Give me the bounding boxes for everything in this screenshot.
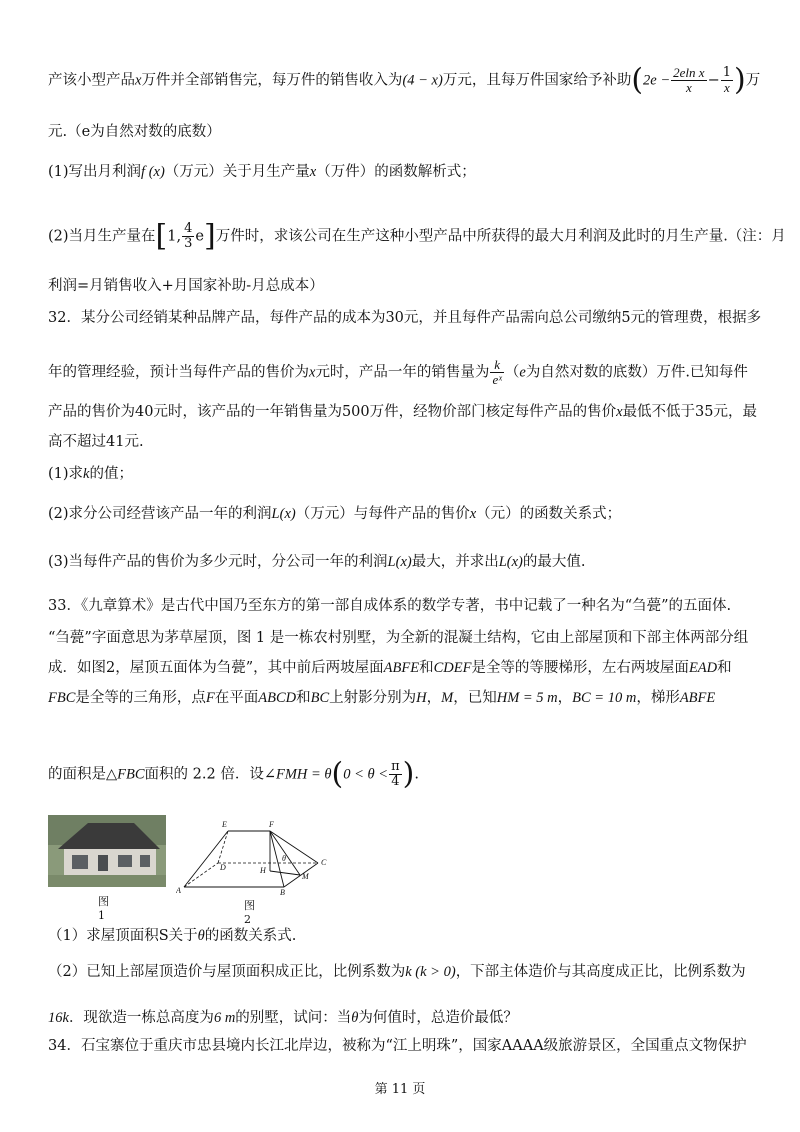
math-expr: EAD xyxy=(688,660,718,676)
text-fragment: (2)当月生产量在 xyxy=(48,228,156,245)
fraction-denominator: x xyxy=(723,80,730,95)
fraction xyxy=(490,358,503,387)
text-line-4 xyxy=(48,218,786,254)
text-line-16 xyxy=(48,688,715,708)
text-fragment: ，梯形 xyxy=(636,690,680,706)
math-expr: f (x) xyxy=(141,164,165,180)
text-fragment: （万元）关于月生产量 xyxy=(164,164,310,180)
label-D: D xyxy=(220,863,226,872)
fraction-denominator: 3 xyxy=(184,236,193,251)
text-fragment: 在平面 xyxy=(214,690,259,706)
math-expr: ABFE xyxy=(383,660,420,676)
math-op: − xyxy=(707,72,720,89)
bracket-left: [ xyxy=(155,218,168,254)
text-line-8 xyxy=(48,402,757,422)
math-var: F xyxy=(205,690,215,706)
text-line-11 xyxy=(48,504,621,524)
label-M: M xyxy=(302,872,309,881)
label-C: C xyxy=(321,858,327,867)
text-fragment: 最低不低于35元，最 xyxy=(622,404,758,420)
house-photo xyxy=(48,815,166,887)
math-var: S xyxy=(158,928,169,944)
math-expr: k (k > 0) xyxy=(405,964,456,980)
math-expr: 16k xyxy=(48,1010,69,1026)
math-expr: 6 m xyxy=(213,1010,236,1026)
text-fragment: 和 xyxy=(419,660,434,676)
text-line-7 xyxy=(48,358,748,387)
math-expr: BC xyxy=(310,690,330,706)
math-expr: CDEF xyxy=(433,660,472,676)
label-A: A xyxy=(176,886,181,895)
text-fragment: 是全等的三角形，点 xyxy=(75,690,206,706)
edge-AE xyxy=(184,831,228,887)
text-fragment: . xyxy=(414,766,419,783)
label-E: E xyxy=(222,820,227,829)
math-var: θ xyxy=(197,928,205,944)
text-line-12 xyxy=(48,552,586,572)
fraction-numerator: 2eln x xyxy=(673,65,705,80)
label-B: B xyxy=(280,888,285,895)
text-fragment: 的面积是 xyxy=(48,766,106,783)
math-var: θ xyxy=(351,1010,359,1026)
math-expr: △FBC xyxy=(106,766,145,783)
math-var: x xyxy=(309,364,316,381)
text-fragment: (1)求 xyxy=(48,466,84,482)
math-var: M xyxy=(441,690,454,706)
text-line-6: 32．某分公司经销某种品牌产品，每件产品的成本为30元，并且每件产品需向总公司缴纳5元的管理费，根据多 xyxy=(48,310,762,326)
fraction-numerator: 4 xyxy=(184,221,193,236)
text-line-5: 利润=月销售收入+月国家补助-月总成本） xyxy=(48,278,324,294)
figure-2-caption: 图 2 xyxy=(244,899,255,926)
fraction xyxy=(721,66,733,95)
paren-left: ( xyxy=(331,756,344,792)
text-fragment: 年的管理经验，预计当每件产品的售价为 xyxy=(48,364,309,381)
text-fragment: ， xyxy=(426,690,442,706)
text-fragment: （元）的函数关系式； xyxy=(476,506,622,522)
text-fragment: （万元）与每件产品的售价 xyxy=(295,506,470,522)
text-line-1 xyxy=(48,62,761,98)
math-var: k xyxy=(83,466,90,482)
text-line-2: 元.（e为自然对数的底数） xyxy=(48,124,221,140)
math-expr: 1, xyxy=(167,228,182,245)
text-fragment: 的最大值. xyxy=(522,554,586,570)
text-fragment: 的函数关系式. xyxy=(204,928,297,944)
text-line-9: 高不超过41元. xyxy=(48,434,144,450)
text-fragment: （ xyxy=(504,364,520,381)
math-var: e xyxy=(519,364,526,381)
paren-left: ( xyxy=(631,62,644,98)
math-expr: FBC xyxy=(48,690,76,706)
text-line-21: 34．石宝寨位于重庆市忠县境内长江北岸边，被称为“江上明珠”，国家AAAA级旅游景区，全国重点文物保护 xyxy=(48,1038,747,1054)
paren-right: ) xyxy=(402,756,415,792)
text-line-15 xyxy=(48,658,732,678)
fraction xyxy=(182,222,194,251)
text-fragment: 产该小型产品 xyxy=(48,72,135,89)
text-fragment: ．现欲造一栋总高度为 xyxy=(68,1010,214,1026)
math-var: x xyxy=(469,506,477,522)
text-fragment: (3)当每件产品的售价为多少元时，分公司一年的利润 xyxy=(48,554,388,570)
label-F: F xyxy=(269,820,274,829)
math-expr: ∠FMH = θ xyxy=(263,766,332,783)
text-fragment: (2)求分公司经营该产品一年的利润 xyxy=(48,506,272,522)
math-expr: L(x) xyxy=(387,554,412,570)
math-var: x xyxy=(135,72,142,89)
math-var: H xyxy=(416,690,427,706)
math-expr: 2e − xyxy=(643,72,671,89)
text-fragment: ，下部主体造价与其高度成正比，比例系数为 xyxy=(455,964,746,980)
fraction xyxy=(389,760,402,789)
fraction-numerator: 1 xyxy=(722,65,731,80)
math-expr: 0 < θ < xyxy=(343,766,389,783)
edge-HM xyxy=(270,871,300,875)
page-number: 第 11 页 xyxy=(374,1082,426,1097)
math-expr: BC = 10 m xyxy=(572,690,637,706)
edge-BC xyxy=(284,863,318,887)
text-fragment: 元时，产品一年的销售量为 xyxy=(315,364,490,381)
edge-AD xyxy=(184,863,218,887)
math-var: x xyxy=(309,164,317,180)
fraction-numerator: π xyxy=(391,759,400,774)
bracket-right: ] xyxy=(203,218,216,254)
label-theta: θ xyxy=(282,854,286,863)
figure-1-caption: 图 1 xyxy=(98,895,109,922)
fraction-denominator: eˣ xyxy=(492,372,502,387)
paren-right: ) xyxy=(734,62,746,98)
text-fragment: 产品的售价为40元时，该产品的一年销售量为500万件，经物价部门核定每件产品的售价 xyxy=(48,404,617,420)
text-line-10 xyxy=(48,464,133,484)
fraction-denominator: 4 xyxy=(391,774,400,789)
label-H: H xyxy=(260,866,266,875)
text-fragment: (1)写出月利润 xyxy=(48,164,142,180)
math-var: x xyxy=(616,404,623,420)
text-line-18 xyxy=(48,926,296,946)
text-fragment: 为自然对数的底数）万件.已知每件 xyxy=(525,364,748,381)
house-photo-illustration xyxy=(48,815,166,887)
text-fragment: 万元，且每万件国家给予补助 xyxy=(442,72,632,89)
text-fragment: ，已知 xyxy=(453,690,497,706)
fraction-numerator: k xyxy=(490,358,503,373)
text-fragment: （2）已知上部屋顶造价与屋顶面积成正比，比例系数为 xyxy=(48,964,406,980)
math-expr: ABCD xyxy=(258,690,297,706)
math-expr: L(x) xyxy=(271,506,296,522)
text-line-17 xyxy=(48,756,419,792)
text-fragment: 是全等的等腰梯形，左右两坡屋面 xyxy=(471,660,689,676)
text-line-14: “刍甍”字面意思为茅草屋顶，图 1 是一栋农村别墅，为全新的混凝土结构，它由上部屋顶和下部主体两部分组 xyxy=(48,630,749,646)
text-fragment: 面积的 2.2 倍．设 xyxy=(144,766,264,783)
text-fragment: 的别墅，试问：当 xyxy=(235,1010,352,1026)
math-expr: ABFE xyxy=(679,690,716,706)
fraction xyxy=(671,66,706,95)
text-fragment: （万件）的函数解析式； xyxy=(316,164,476,180)
math-expr: HM = 5 m xyxy=(496,690,558,706)
math-var: e xyxy=(195,228,204,245)
text-fragment: 最大，并求出 xyxy=(411,554,499,570)
text-fragment: ， xyxy=(557,690,573,706)
text-fragment: 万 xyxy=(745,72,761,89)
text-fragment: 关于 xyxy=(168,928,198,944)
text-fragment: 万件时，求该公司在生产这种小型产品中所获得的最大月利润及此时的月生产量.（注：月 xyxy=(215,228,786,245)
text-fragment: 成．如图2，屋顶五面体为刍甍”，其中前后两坡屋面 xyxy=(48,660,384,676)
text-fragment: 和 xyxy=(296,690,311,706)
text-fragment: 上射影分别为 xyxy=(329,690,417,706)
math-expr: L(x) xyxy=(498,554,523,570)
text-fragment: 为何值时，总造价最低？ xyxy=(358,1010,518,1026)
math-expr: (4 − x) xyxy=(402,72,443,89)
text-line-3 xyxy=(48,162,476,182)
text-fragment: 万件并全部销售完，每万件的销售收入为 xyxy=(141,72,403,89)
edge-FM xyxy=(270,831,300,875)
text-line-13: 33．《九章算术》是古代中国乃至东方的第一部自成体系的数学专著，书中记载了一种名为“刍甍”的五面体. xyxy=(48,598,732,614)
text-fragment: （1）求屋顶面积 xyxy=(48,928,159,944)
text-line-20 xyxy=(48,1008,518,1028)
text-line-19 xyxy=(48,962,746,982)
pentahedron-diagram xyxy=(176,815,336,895)
fraction-denominator: x xyxy=(685,80,692,95)
edge-DE xyxy=(218,831,228,863)
text-fragment: 和 xyxy=(717,660,732,676)
text-fragment: 的值； xyxy=(89,466,133,482)
